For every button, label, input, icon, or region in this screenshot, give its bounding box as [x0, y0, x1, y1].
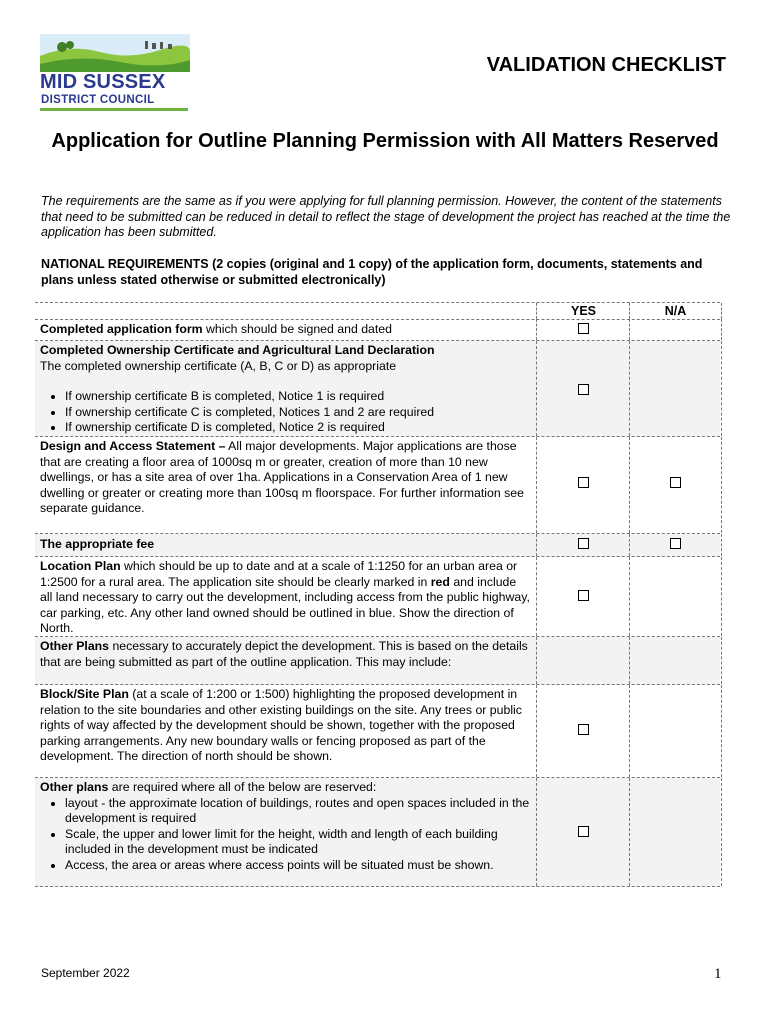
na-checkbox[interactable] [670, 538, 681, 549]
row-text: (at a scale of 1:200 or 1:500) highlighting the proposed development in relation to the site boundaries and other existing buildings on the site. Any trees or public rights of way affected by the development should be shown, together with the proposed parking arrangements. Any new boundary walls or fencing proposed as part of the development. The direction of north should be shown. [40, 687, 522, 764]
list-item: • If ownership certificate C is completed, Notices 1 and 2 are required [65, 405, 530, 421]
row-title: Other Plans [40, 639, 110, 653]
row-location-plan [35, 557, 720, 637]
yes-checkbox[interactable] [578, 477, 589, 488]
logo-subtitle: DISTRICT COUNCIL [41, 94, 155, 106]
row-title: Location Plan [40, 559, 121, 573]
intro-paragraph: The requirements are the same as if you were applying for full planning permission. However, the content of the statements that need to be submitted can be reduced in detail to reflect the stage of development the project has reached at the time the application has been submitted. [41, 194, 731, 239]
yes-checkbox[interactable] [578, 538, 589, 549]
row-ownership-certificate [35, 341, 720, 437]
row-text: and include all land necessary to carry out the development, including access from the public highway, car parking, etc. Any other land owned should be outlined in blue. Show the direction of North. [40, 574, 530, 636]
row-design-access-statement [35, 437, 720, 534]
row-block-site-plan [35, 685, 720, 778]
page-number: 1 [714, 966, 722, 982]
row-text: which should be signed and dated [202, 322, 392, 336]
list-item: • If ownership certificate B is completed, Notice 1 is required [65, 389, 530, 405]
list-item: • Scale, the upper and lower limit for the height, width and length of each building included in the development must be indicated [65, 827, 530, 858]
row-reserved-plans [35, 778, 720, 887]
red-emphasis: red [430, 574, 450, 589]
yes-checkbox[interactable] [578, 323, 589, 334]
table-header-row [35, 302, 720, 320]
na-checkbox[interactable] [670, 477, 681, 488]
logo-name: MID SUSSEX [40, 71, 166, 93]
list-item: • layout - the approximate location of buildings, routes and open spaces included in the development is required [65, 796, 530, 827]
row-title: Other plans [40, 780, 109, 794]
landscape-logo-art [40, 34, 190, 72]
yes-checkbox[interactable] [578, 590, 589, 601]
row-text: are required where all of the below are reserved: [108, 780, 377, 794]
row-text: which should be up to date and at a scale of 1:1250 for an urban area or 1:2500 for a rural area. The application site should be clearly marked in [40, 559, 518, 589]
row-appropriate-fee [35, 534, 720, 557]
column-header-yes: YES [536, 303, 630, 319]
ownership-bullet-list [40, 389, 530, 436]
national-requirements-heading: NATIONAL REQUIREMENTS (2 copies (original and 1 copy) of the application form, documents, statements and plans unless stated otherwise or submitted electronically) [41, 257, 703, 287]
reserved-bullet-list [40, 796, 530, 874]
row-title: Completed Ownership Certificate and Agricultural Land Declaration [40, 343, 435, 357]
application-title: Application for Outline Planning Permission with All Matters Reserved [51, 130, 719, 152]
row-text: All major developments. Major applications are those that are creating a floor area of 1000sq m or greater, creation of more than 10 new dwellings, or has a site area of over 1ha. Applications in a Conservation Area of 1 new dwelling or greater or creating more than 100sq m floorspace. For further information see separate guidance. [40, 439, 524, 516]
row-application-form [35, 319, 720, 341]
column-header-na: N/A [629, 303, 722, 319]
row-title: Design and Access Statement – [40, 439, 226, 453]
row-text: necessary to accurately depict the development. This is based on the details that are being submitted as part of the outline application. This may include: [40, 639, 528, 669]
logo-rule [40, 108, 188, 111]
yes-checkbox[interactable] [578, 826, 589, 837]
list-item: • Access, the area or areas where access points will be situated must be shown. [65, 858, 530, 874]
yes-checkbox[interactable] [578, 384, 589, 395]
yes-checkbox[interactable] [578, 724, 589, 735]
list-item: • If ownership certificate D is completed, Notice 2 is required [65, 420, 530, 436]
checklist-table [35, 302, 720, 888]
council-logo [40, 34, 192, 114]
row-title: Block/Site Plan [40, 687, 129, 701]
row-text: The completed ownership certificate (A, B, C or D) as appropriate [40, 358, 397, 373]
document-title: VALIDATION CHECKLIST [486, 54, 726, 76]
row-title: Completed application form [40, 322, 203, 336]
footer-date: September 2022 [41, 966, 130, 980]
row-other-plans [35, 637, 720, 685]
row-title: The appropriate fee [40, 537, 155, 551]
